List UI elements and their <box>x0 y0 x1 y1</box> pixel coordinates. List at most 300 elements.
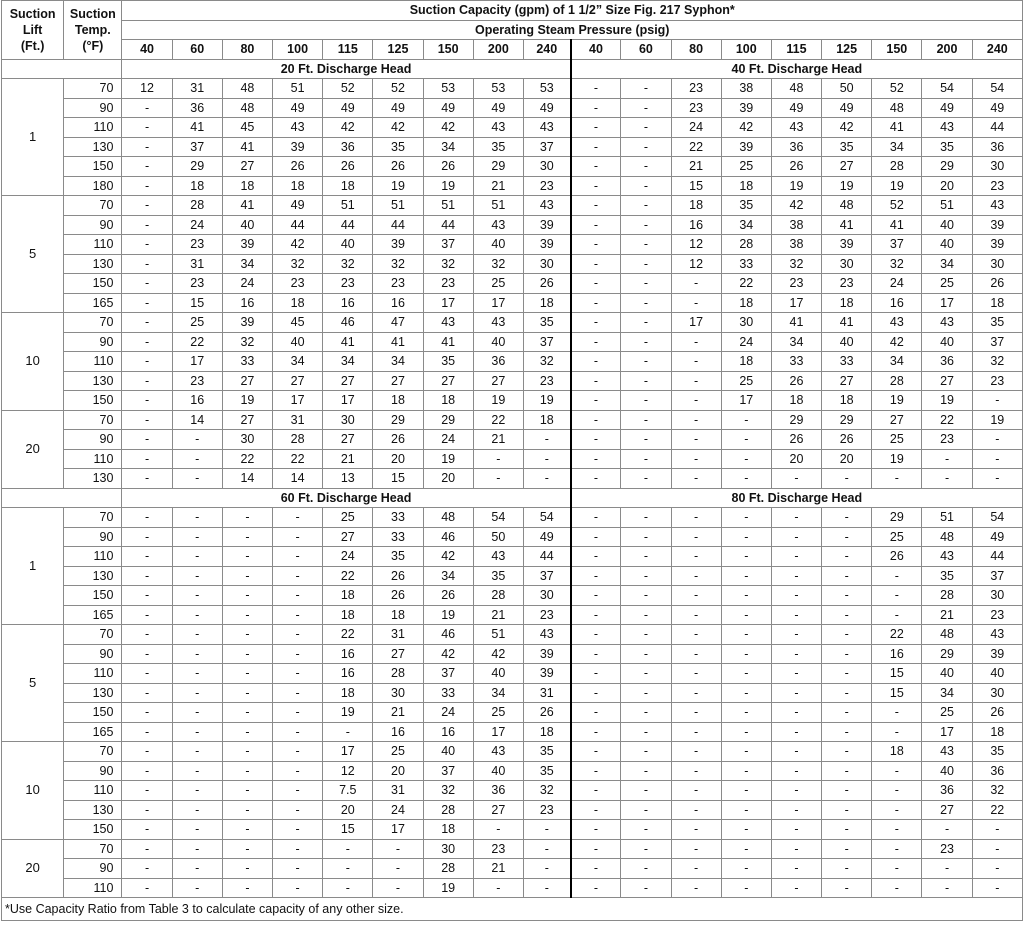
capacity-cell: 26 <box>972 274 1022 294</box>
capacity-cell: 43 <box>972 625 1022 645</box>
capacity-cell: - <box>122 683 172 703</box>
capacity-cell: - <box>122 118 172 138</box>
capacity-cell: 23 <box>523 176 570 196</box>
capacity-cell: - <box>621 352 671 372</box>
capacity-cell: - <box>172 527 222 547</box>
capacity-cell: 28 <box>172 196 222 216</box>
capacity-cell: 18 <box>822 293 872 313</box>
capacity-cell: - <box>671 469 721 489</box>
capacity-cell: 26 <box>771 157 821 177</box>
suction-temp-header <box>64 1 122 60</box>
capacity-cell: 26 <box>423 157 473 177</box>
suction-temp-cell: 150 <box>64 820 122 840</box>
suction-temp-cell: 110 <box>64 878 122 898</box>
capacity-cell: 19 <box>972 410 1022 430</box>
capacity-cell: 41 <box>172 118 222 138</box>
capacity-cell: 30 <box>222 430 272 450</box>
capacity-cell: 35 <box>822 137 872 157</box>
capacity-cell: - <box>771 566 821 586</box>
capacity-cell: - <box>122 430 172 450</box>
capacity-cell: - <box>872 469 922 489</box>
capacity-cell: 34 <box>872 352 922 372</box>
capacity-cell: 36 <box>922 352 972 372</box>
capacity-cell: 47 <box>373 313 423 333</box>
capacity-cell: - <box>721 449 771 469</box>
capacity-cell: 31 <box>172 79 222 99</box>
table-row <box>2 118 1023 138</box>
capacity-cell: 41 <box>423 332 473 352</box>
capacity-cell: - <box>273 625 323 645</box>
capacity-cell: 43 <box>473 215 523 235</box>
capacity-cell: - <box>273 527 323 547</box>
capacity-cell: - <box>671 878 721 898</box>
capacity-cell: - <box>822 625 872 645</box>
capacity-cell: - <box>172 625 222 645</box>
capacity-table-container <box>1 0 1023 921</box>
capacity-cell: 48 <box>922 625 972 645</box>
capacity-cell: - <box>122 859 172 879</box>
capacity-cell: 51 <box>273 79 323 99</box>
table-row <box>2 644 1023 664</box>
capacity-cell: 49 <box>273 98 323 118</box>
pressure-header-row <box>2 40 1023 60</box>
capacity-cell: 19 <box>822 176 872 196</box>
capacity-cell: - <box>621 332 671 352</box>
table-row <box>2 313 1023 333</box>
capacity-cell: 26 <box>872 547 922 567</box>
capacity-cell: 25 <box>473 274 523 294</box>
capacity-cell: - <box>621 566 671 586</box>
capacity-cell: - <box>172 820 222 840</box>
capacity-cell: 49 <box>323 98 373 118</box>
capacity-cell: 17 <box>172 352 222 372</box>
capacity-cell: 23 <box>523 800 570 820</box>
capacity-cell: 39 <box>222 235 272 255</box>
capacity-cell: 29 <box>872 508 922 528</box>
capacity-cell: - <box>671 527 721 547</box>
capacity-cell: - <box>822 586 872 606</box>
suction-lift-cell: 5 <box>2 625 64 742</box>
capacity-cell: - <box>473 469 523 489</box>
capacity-cell: 17 <box>721 391 771 411</box>
capacity-cell: 39 <box>523 215 570 235</box>
capacity-cell: - <box>122 371 172 391</box>
capacity-cell: - <box>571 391 621 411</box>
capacity-cell: 16 <box>222 293 272 313</box>
capacity-cell: - <box>122 761 172 781</box>
capacity-cell: - <box>872 859 922 879</box>
capacity-cell: 27 <box>373 644 423 664</box>
suction-temp-header-line: (°F) <box>82 38 104 53</box>
suction-lift-header-line: (Ft.) <box>20 38 45 53</box>
suction-lift-header <box>2 1 64 60</box>
capacity-cell: - <box>222 625 272 645</box>
capacity-cell: 38 <box>771 235 821 255</box>
capacity-cell: 42 <box>423 644 473 664</box>
table-row <box>2 859 1023 879</box>
capacity-cell: - <box>373 878 423 898</box>
capacity-cell: 24 <box>323 547 373 567</box>
capacity-cell: - <box>721 800 771 820</box>
capacity-cell: 17 <box>423 293 473 313</box>
capacity-cell: 25 <box>721 371 771 391</box>
capacity-cell: - <box>621 683 671 703</box>
capacity-cell: - <box>172 449 222 469</box>
table-row <box>2 605 1023 625</box>
suction-temp-cell: 110 <box>64 449 122 469</box>
suction-temp-cell: 130 <box>64 371 122 391</box>
capacity-cell: 17 <box>922 293 972 313</box>
capacity-cell: - <box>122 137 172 157</box>
pressure-header-200: 200 <box>473 40 523 60</box>
capacity-cell: 42 <box>423 547 473 567</box>
capacity-cell: 52 <box>323 79 373 99</box>
capacity-cell: 44 <box>423 215 473 235</box>
capacity-cell: - <box>621 878 671 898</box>
capacity-cell: 32 <box>872 254 922 274</box>
capacity-cell: - <box>122 586 172 606</box>
capacity-cell: 18 <box>822 391 872 411</box>
capacity-cell: - <box>721 586 771 606</box>
capacity-cell: - <box>721 820 771 840</box>
capacity-cell: - <box>172 800 222 820</box>
capacity-cell: 32 <box>523 781 570 801</box>
capacity-cell: - <box>972 820 1022 840</box>
capacity-cell: 40 <box>972 664 1022 684</box>
capacity-cell: - <box>571 703 621 723</box>
capacity-cell: 15 <box>373 469 423 489</box>
capacity-cell: 41 <box>771 313 821 333</box>
capacity-cell: - <box>172 683 222 703</box>
capacity-cell: - <box>571 800 621 820</box>
capacity-cell: - <box>872 586 922 606</box>
suction-temp-cell: 110 <box>64 118 122 138</box>
capacity-cell: - <box>222 586 272 606</box>
table-row <box>2 391 1023 411</box>
capacity-cell: - <box>122 547 172 567</box>
table-row <box>2 878 1023 898</box>
capacity-cell: 18 <box>423 820 473 840</box>
capacity-cell: 17 <box>473 293 523 313</box>
capacity-cell: - <box>172 644 222 664</box>
capacity-cell: 17 <box>922 722 972 742</box>
capacity-cell: 42 <box>822 118 872 138</box>
capacity-cell: 51 <box>373 196 423 216</box>
capacity-cell: - <box>671 274 721 294</box>
capacity-cell: - <box>671 683 721 703</box>
suction-temp-cell: 90 <box>64 761 122 781</box>
capacity-cell: - <box>222 859 272 879</box>
capacity-cell: - <box>721 625 771 645</box>
capacity-cell: - <box>571 274 621 294</box>
capacity-cell: - <box>671 703 721 723</box>
capacity-cell: 20 <box>373 449 423 469</box>
capacity-cell: 12 <box>671 235 721 255</box>
capacity-cell: 34 <box>473 683 523 703</box>
capacity-cell: 35 <box>423 352 473 372</box>
capacity-cell: 23 <box>922 839 972 859</box>
capacity-cell: 33 <box>222 352 272 372</box>
capacity-cell: - <box>523 859 570 879</box>
capacity-cell: - <box>273 878 323 898</box>
capacity-cell: - <box>621 527 671 547</box>
capacity-cell: 26 <box>822 430 872 450</box>
capacity-cell: 29 <box>771 410 821 430</box>
capacity-cell: 42 <box>373 118 423 138</box>
capacity-cell: 16 <box>323 664 373 684</box>
capacity-cell: - <box>222 683 272 703</box>
table-subtitle: Operating Steam Pressure (psig) <box>122 20 1023 40</box>
capacity-cell: - <box>122 235 172 255</box>
capacity-cell: - <box>621 605 671 625</box>
capacity-cell: 41 <box>373 332 423 352</box>
capacity-cell: 39 <box>972 235 1022 255</box>
table-row <box>2 722 1023 742</box>
capacity-cell: - <box>571 371 621 391</box>
suction-temp-cell: 70 <box>64 79 122 99</box>
capacity-cell: - <box>222 742 272 762</box>
capacity-cell: - <box>571 839 621 859</box>
capacity-cell: - <box>621 235 671 255</box>
capacity-cell: 37 <box>523 566 570 586</box>
capacity-cell: - <box>571 625 621 645</box>
capacity-cell: - <box>571 586 621 606</box>
capacity-cell: 19 <box>473 391 523 411</box>
table-row <box>2 176 1023 196</box>
capacity-cell: 30 <box>423 839 473 859</box>
capacity-cell: 32 <box>423 781 473 801</box>
capacity-cell: 31 <box>172 254 222 274</box>
capacity-cell: 34 <box>872 137 922 157</box>
suction-temp-cell: 90 <box>64 215 122 235</box>
capacity-cell: - <box>222 508 272 528</box>
capacity-cell: 48 <box>423 508 473 528</box>
capacity-cell: 16 <box>423 722 473 742</box>
capacity-cell: - <box>621 176 671 196</box>
capacity-cell: 53 <box>423 79 473 99</box>
capacity-cell: 19 <box>872 449 922 469</box>
capacity-cell: 23 <box>922 430 972 450</box>
capacity-cell: 22 <box>172 332 222 352</box>
capacity-cell: 23 <box>172 371 222 391</box>
capacity-cell: - <box>571 781 621 801</box>
capacity-cell: 39 <box>222 313 272 333</box>
capacity-cell: 21 <box>373 703 423 723</box>
section-spacer <box>2 59 122 79</box>
suction-temp-cell: 150 <box>64 157 122 177</box>
capacity-cell: 48 <box>872 98 922 118</box>
capacity-cell: 39 <box>273 137 323 157</box>
capacity-cell: - <box>872 703 922 723</box>
table-row <box>2 742 1023 762</box>
capacity-cell: - <box>822 859 872 879</box>
capacity-cell: 27 <box>323 371 373 391</box>
capacity-cell: 19 <box>922 391 972 411</box>
capacity-cell: 30 <box>323 410 373 430</box>
capacity-cell: - <box>771 644 821 664</box>
capacity-cell: 33 <box>373 508 423 528</box>
capacity-cell: 22 <box>222 449 272 469</box>
table-row <box>2 449 1023 469</box>
capacity-cell: 45 <box>222 118 272 138</box>
capacity-cell: - <box>122 820 172 840</box>
capacity-cell: - <box>122 391 172 411</box>
suction-temp-cell: 70 <box>64 196 122 216</box>
capacity-cell: - <box>172 469 222 489</box>
capacity-cell: - <box>122 722 172 742</box>
capacity-cell: - <box>671 547 721 567</box>
capacity-cell: 31 <box>273 410 323 430</box>
capacity-cell: 22 <box>721 274 771 294</box>
capacity-cell: - <box>571 293 621 313</box>
capacity-cell: 14 <box>172 410 222 430</box>
capacity-cell: 54 <box>922 79 972 99</box>
capacity-cell: 23 <box>172 274 222 294</box>
capacity-cell: 22 <box>671 137 721 157</box>
right-discharge-head-title: 80 Ft. Discharge Head <box>571 488 1023 508</box>
capacity-cell: - <box>273 566 323 586</box>
capacity-cell: 34 <box>273 352 323 372</box>
suction-temp-cell: 130 <box>64 683 122 703</box>
capacity-cell: 30 <box>523 586 570 606</box>
suction-lift-cell: 10 <box>2 742 64 840</box>
table-row <box>2 98 1023 118</box>
capacity-cell: 15 <box>872 664 922 684</box>
table-row <box>2 352 1023 372</box>
capacity-cell: - <box>621 859 671 879</box>
table-row <box>2 469 1023 489</box>
capacity-cell: 41 <box>822 313 872 333</box>
capacity-cell: 35 <box>523 761 570 781</box>
capacity-cell: 18 <box>323 683 373 703</box>
capacity-cell: - <box>273 508 323 528</box>
capacity-cell: 21 <box>671 157 721 177</box>
capacity-cell: - <box>621 781 671 801</box>
capacity-cell: 28 <box>473 586 523 606</box>
capacity-cell: 15 <box>872 683 922 703</box>
pressure-header-125: 125 <box>373 40 423 60</box>
capacity-cell: 20 <box>423 469 473 489</box>
capacity-cell: 29 <box>373 410 423 430</box>
suction-temp-cell: 130 <box>64 566 122 586</box>
capacity-cell: - <box>621 820 671 840</box>
capacity-cell: 37 <box>423 761 473 781</box>
suction-temp-cell: 130 <box>64 800 122 820</box>
capacity-cell: - <box>822 547 872 567</box>
capacity-cell: - <box>122 293 172 313</box>
capacity-cell: - <box>172 566 222 586</box>
capacity-cell: 24 <box>172 215 222 235</box>
capacity-cell: - <box>323 859 373 879</box>
capacity-cell: - <box>771 508 821 528</box>
capacity-cell: - <box>822 683 872 703</box>
capacity-cell: - <box>721 859 771 879</box>
capacity-cell: - <box>872 839 922 859</box>
capacity-cell: 23 <box>172 235 222 255</box>
suction-temp-cell: 150 <box>64 586 122 606</box>
capacity-cell: - <box>273 839 323 859</box>
capacity-cell: - <box>771 664 821 684</box>
capacity-cell: - <box>621 215 671 235</box>
capacity-cell: 25 <box>373 742 423 762</box>
capacity-cell: - <box>671 644 721 664</box>
capacity-cell: - <box>671 664 721 684</box>
capacity-cell: 26 <box>373 586 423 606</box>
capacity-cell: 39 <box>972 644 1022 664</box>
capacity-cell: - <box>122 196 172 216</box>
capacity-cell: 26 <box>523 703 570 723</box>
capacity-cell: - <box>671 566 721 586</box>
capacity-cell: 27 <box>872 410 922 430</box>
capacity-cell: 18 <box>972 293 1022 313</box>
capacity-cell: - <box>771 859 821 879</box>
suction-temp-cell: 110 <box>64 781 122 801</box>
capacity-cell: 30 <box>523 254 570 274</box>
capacity-cell: - <box>323 722 373 742</box>
capacity-cell: 40 <box>922 761 972 781</box>
capacity-cell: 43 <box>423 313 473 333</box>
capacity-cell: - <box>222 839 272 859</box>
capacity-cell: - <box>571 508 621 528</box>
capacity-cell: - <box>122 742 172 762</box>
capacity-cell: - <box>621 274 671 294</box>
capacity-cell: 14 <box>273 469 323 489</box>
table-body <box>2 59 1023 898</box>
capacity-cell: - <box>771 605 821 625</box>
capacity-cell: 28 <box>423 800 473 820</box>
capacity-cell: 25 <box>721 157 771 177</box>
capacity-cell: 16 <box>872 644 922 664</box>
capacity-cell: - <box>972 859 1022 879</box>
capacity-cell: - <box>172 664 222 684</box>
capacity-cell: 16 <box>671 215 721 235</box>
capacity-cell: - <box>273 586 323 606</box>
table-row <box>2 371 1023 391</box>
capacity-cell: 34 <box>423 137 473 157</box>
capacity-cell: 37 <box>523 137 570 157</box>
capacity-cell: 24 <box>671 118 721 138</box>
capacity-cell: - <box>571 761 621 781</box>
capacity-cell: - <box>721 683 771 703</box>
capacity-cell: - <box>273 664 323 684</box>
suction-lift-cell: 20 <box>2 839 64 898</box>
capacity-cell: 35 <box>523 742 570 762</box>
capacity-cell: - <box>273 800 323 820</box>
capacity-cell: 19 <box>872 391 922 411</box>
capacity-cell: - <box>523 469 570 489</box>
capacity-cell: 18 <box>373 605 423 625</box>
capacity-cell: 48 <box>222 79 272 99</box>
capacity-cell: - <box>222 547 272 567</box>
capacity-cell: 48 <box>822 196 872 216</box>
capacity-cell: - <box>571 527 621 547</box>
capacity-cell: 28 <box>373 664 423 684</box>
capacity-cell: - <box>571 79 621 99</box>
capacity-cell: - <box>122 644 172 664</box>
capacity-cell: - <box>222 703 272 723</box>
capacity-cell: 43 <box>872 313 922 333</box>
capacity-cell: 22 <box>273 449 323 469</box>
capacity-cell: 40 <box>922 215 972 235</box>
capacity-cell: - <box>571 235 621 255</box>
capacity-cell: 33 <box>423 683 473 703</box>
capacity-cell: - <box>922 878 972 898</box>
capacity-cell: 23 <box>323 274 373 294</box>
capacity-cell: 14 <box>222 469 272 489</box>
capacity-cell: 20 <box>922 176 972 196</box>
capacity-cell: 43 <box>922 742 972 762</box>
capacity-cell: - <box>922 820 972 840</box>
